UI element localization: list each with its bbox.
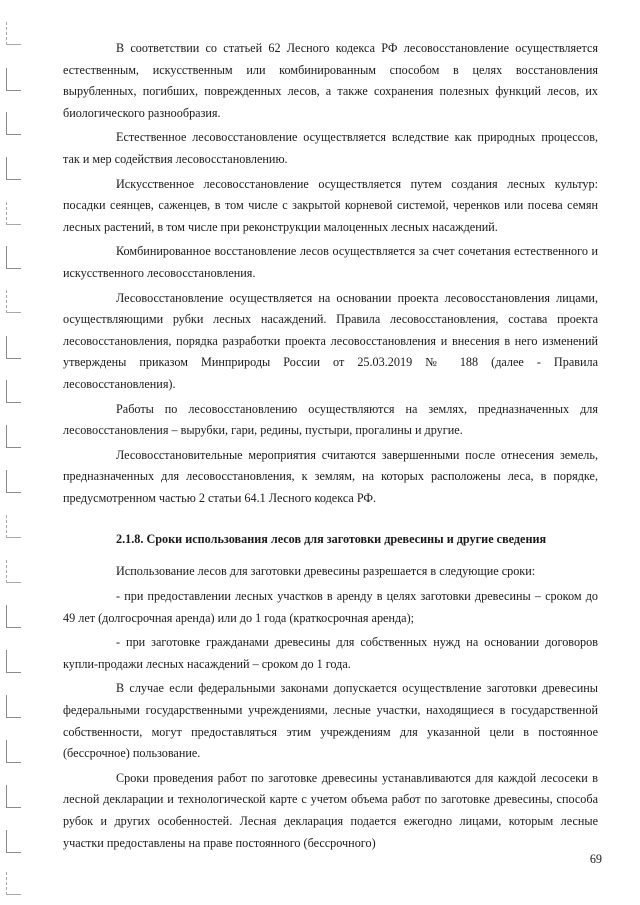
page-number: 69 (589, 852, 602, 866)
margin-mark (6, 740, 21, 763)
paragraph-harvest-terms-intro: Использование лесов для заготовки древесины разрешается в следующие сроки: (116, 564, 536, 579)
paragraph-reforestation-completion: Лесовосстановительные мероприятия считаются завершенными после отнесения земель, предназначенных для лесовосстановления, к землям, на которых расположены леса, в порядке, предусмотренном частью 2 статьи 64.1 Лесного кодекса РФ. (63, 447, 598, 505)
margin-mark (6, 22, 21, 45)
margin-mark (6, 515, 21, 538)
document-body (63, 38, 598, 854)
paragraph-artificial-reforestation: Искусственное лесовосстановление осуществляется путем создания лесных культур: посадки сеянцев, саженцев, в том числе с закрытой корневой системой, черенков или посева семян лесных растений, в том числе при реконструкции малоценных лесных насаждений. (63, 176, 598, 234)
margin-mark (6, 290, 21, 313)
list-item-lease-terms: - при предоставлении лесных участков в аренду в целях заготовки древесины – сроком до 49 лет (долгосрочная аренда) или до 1 года (краткосрочная аренда); (63, 589, 598, 625)
paragraph-reforestation-methods: В соответствии со статьей 62 Лесного кодекса РФ лесовосстановление осуществляется естественным, искусственным или комбинированным способом в целях восстановления вырубленных, погибших, поврежденных лесов, а также сохранения полезных функций лесов, их биологического разнообразия. (63, 41, 598, 120)
paragraph-reforestation-lands: Работы по лесовосстановлению осуществляются на землях, предназначенных для лесовосстановления – вырубки, гари, редины, пустыри, прогалины и другие. (63, 401, 598, 438)
margin-mark (6, 650, 21, 673)
list-item-citizen-terms: - при заготовке гражданами древесины для собственных нужд на основании договоров купли-продажи лесных насаждений – сроком до 1 года. (63, 635, 598, 671)
paragraph-federal-institutions: В случае если федеральными законами допускается осуществление заготовки древесины федеральными государственными учреждениями, лесные участки, находящиеся в государственной собственности, могут предоставляться этим учреждениям для указанной цели в постоянное (бессрочное) пользование. (63, 681, 598, 761)
margin-mark (6, 785, 21, 808)
margin-mark (6, 872, 21, 895)
margin-mark (6, 112, 21, 135)
margin-mark (6, 605, 21, 628)
paragraph-natural-reforestation: Естественное лесовосстановление осуществляется вследствие как природных процессов, так и мер содействия лесовосстановлению. (63, 130, 598, 166)
paragraph-combined-reforestation: Комбинированное восстановление лесов осуществляется за счет сочетания естественного и искусственного лесовосстановления. (63, 244, 598, 280)
margin-mark (6, 157, 21, 180)
margin-mark (6, 695, 21, 718)
margin-mark (6, 380, 21, 403)
margin-mark (6, 246, 21, 269)
margin-mark (6, 830, 21, 853)
binding-margin-marks (6, 0, 26, 905)
margin-mark (6, 336, 21, 359)
paragraph-reforestation-project: Лесовосстановление осуществляется на основании проекта лесовосстановления лицами, осуществляющими рубки лесных насаждений. Правила лесовосстановления, состава проекта лесовосстановления, порядка разработки проекта лесовосстановления и внесения в него изменений утверждены приказом Минприроды России от 25.03.2019 № 188 (далее - Правила лесовосстановления). (63, 290, 598, 391)
margin-mark (6, 470, 21, 493)
section-heading: 2.1.8. Сроки использования лесов для заготовки древесины и другие сведения (116, 532, 547, 547)
margin-mark (6, 425, 21, 448)
margin-mark (6, 68, 21, 91)
margin-mark (6, 202, 21, 225)
paragraph-harvest-schedule: Сроки проведения работ по заготовке древесины устанавливаются для каждой лесосеки в лесной декларации и технологической карте с учетом объема работ по заготовке древесины, способа рубок и других особенностей. Лесная декларация подается ежегодно лицами, которым лесные участки предоставлены на праве постоянного (бессрочного) (63, 770, 598, 850)
margin-mark (6, 560, 21, 583)
